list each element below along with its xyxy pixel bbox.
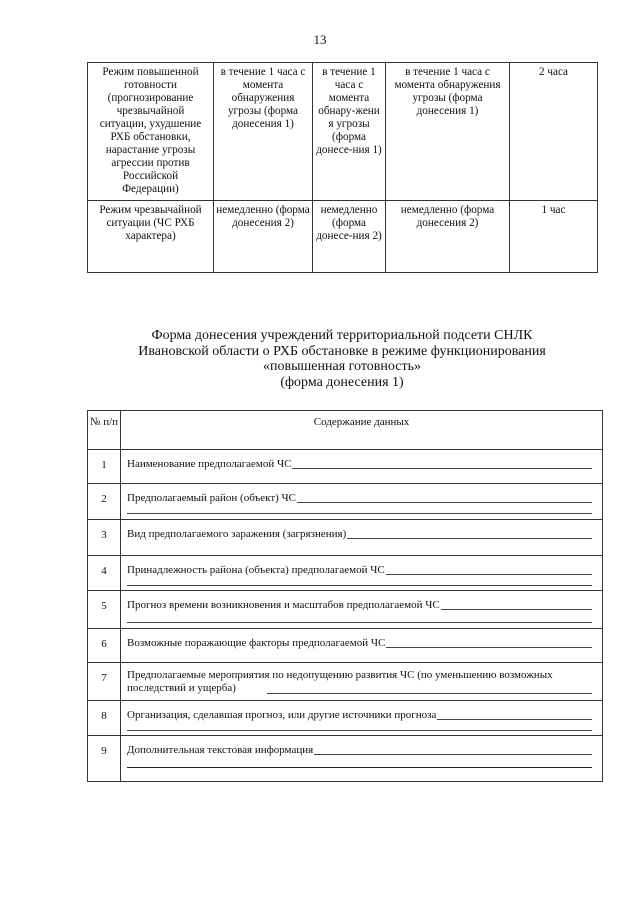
row-number: 5 (88, 591, 121, 629)
form-row (88, 736, 603, 782)
fill-line[interactable] (127, 722, 592, 731)
fill-line[interactable] (127, 612, 592, 623)
field-label: Организация, сделавшая прогноз, или другие источники прогноза (127, 709, 437, 721)
report-form-table (87, 410, 603, 782)
header-content: Содержание данных (121, 411, 603, 450)
page-number: 13 (313, 32, 327, 47)
form-row (88, 556, 603, 591)
form-title-line: (форма донесения 1) (280, 374, 404, 390)
regime-value-cell: в течение 1 часа с момента обнаружения угрозы (форма донесения 1) (386, 63, 510, 201)
row-number: 3 (88, 520, 121, 556)
form-title-line: Форма донесения учреждений территориальной подсети СНЛК (151, 328, 533, 343)
field-label: Предполагаемые мероприятия по недопущению развития ЧС (по уменьшению возможных последствий и ущерба) (127, 669, 553, 694)
form-row (88, 591, 603, 629)
fill-line[interactable] (127, 577, 592, 586)
field-label: Принадлежность района (объекта) предполагаемой ЧС (127, 564, 385, 576)
field-label: Возможные поражающие факторы предполагаемой ЧС (127, 637, 386, 649)
row-number: 2 (88, 484, 121, 520)
row-number: 7 (88, 663, 121, 701)
form-title (90, 328, 594, 390)
fill-line[interactable] (127, 757, 592, 768)
regime-row (88, 201, 598, 273)
regime-value-cell: немедленно (форма донесе-ния 2) (313, 201, 386, 273)
form-row (88, 663, 603, 701)
fill-field[interactable] (127, 599, 592, 612)
regime-table (87, 62, 598, 273)
regime-value-cell: в течение 1 часа с момента обнаружения угрозы (форма донесения 1) (214, 63, 313, 201)
field-label: Прогноз времени возникновения и масштабов предполагаемой ЧС (127, 599, 440, 611)
regime-cell: Режим чрезвычайной ситуации (ЧС РХБ характера) (88, 201, 214, 273)
fill-field[interactable] (127, 637, 592, 650)
regime-cell: Режим повышенной готовности (прогнозирование чрезвычайной ситуации, ухудшение РХБ обстановки, нарастание угрозы агрессии против Российской Федерации) (88, 63, 214, 201)
row-number: 8 (88, 701, 121, 736)
fill-line[interactable] (267, 693, 592, 694)
form-title-line: «повышенная готовность» (263, 359, 421, 374)
header-num: № п/п (88, 411, 121, 450)
form-row (88, 450, 603, 484)
field-label: Наименование предполагаемой ЧС (127, 458, 292, 470)
fill-field[interactable] (127, 709, 592, 722)
field-label: Предполагаемый район (объект) ЧС (127, 492, 297, 504)
fill-field[interactable] (127, 458, 592, 471)
regime-value-cell: немедленно (форма донесения 2) (386, 201, 510, 273)
row-number: 1 (88, 450, 121, 484)
form-row (88, 701, 603, 736)
regime-time-cell: 2 часа (510, 63, 598, 201)
fill-line[interactable] (127, 505, 592, 514)
row-number: 9 (88, 736, 121, 782)
regime-row (88, 63, 598, 201)
row-number: 4 (88, 556, 121, 591)
fill-field[interactable] (127, 744, 592, 757)
form-row (88, 520, 603, 556)
fill-field[interactable] (127, 492, 592, 505)
form-row (88, 629, 603, 663)
regime-time-cell: 1 час (510, 201, 598, 273)
fill-field[interactable] (127, 564, 592, 577)
regime-value-cell: немедленно (форма донесения 2) (214, 201, 313, 273)
regime-value-cell: в течение 1 часа с момента обнару-жени я угрозы (форма донесе-ния 1) (313, 63, 386, 201)
fill-field[interactable] (127, 528, 592, 541)
form-row (88, 484, 603, 520)
field-label: Дополнительная текстовая информация (127, 744, 314, 756)
form-header-row (88, 411, 603, 450)
form-title-line: Ивановской области о РХБ обстановке в режиме функционирования (138, 343, 546, 359)
row-number: 6 (88, 629, 121, 663)
field-label: Вид предполагаемого заражения (загрязнения) (127, 528, 347, 540)
